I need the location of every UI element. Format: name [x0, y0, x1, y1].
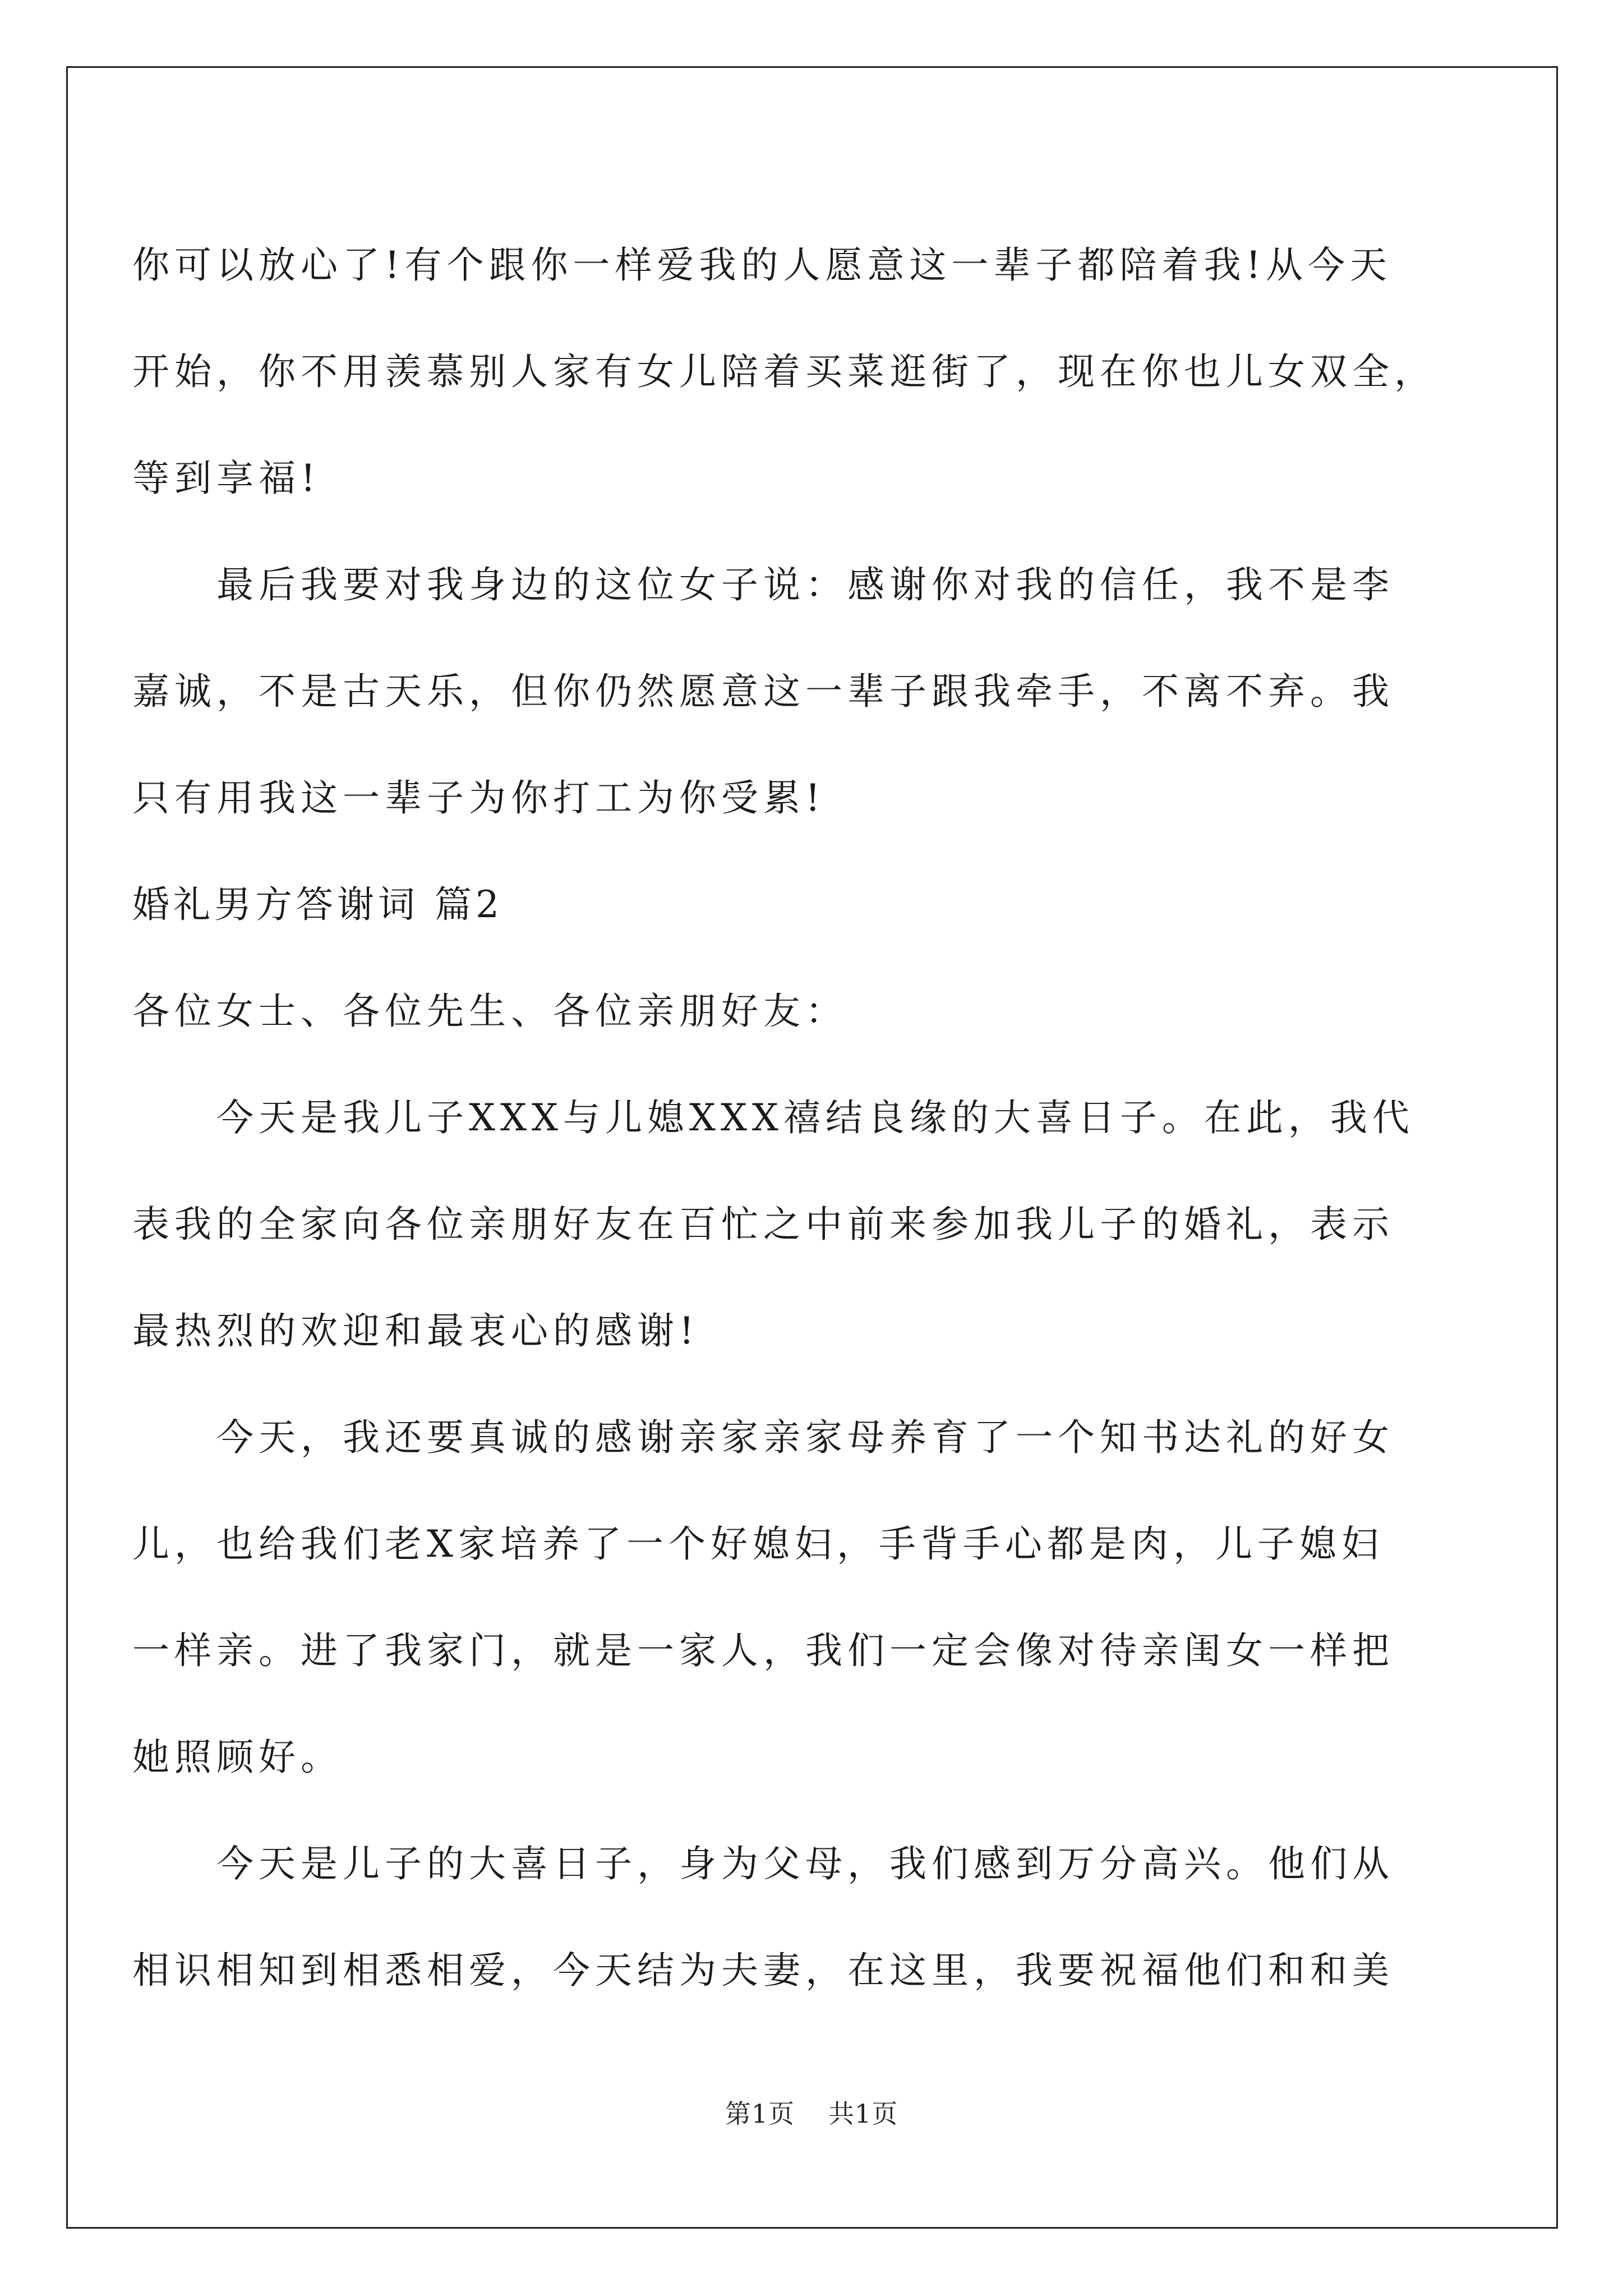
text-line: 她照顾好。	[132, 1736, 343, 1779]
text-line: 嘉诚，不是古天乐，但你仍然愿意这一辈子跟我牵手，不离不弃。我	[132, 670, 1394, 713]
paragraph-start-line: 今天是儿子的大喜日子，身为父母，我们感到万分高兴。他们从	[216, 1842, 1394, 1885]
page-number: 第1页	[725, 2099, 795, 2129]
text-line: 一样亲。进了我家门，就是一家人，我们一定会像对待亲闺女一样把	[132, 1629, 1394, 1672]
text-line: 开始，你不用羡慕别人家有女儿陪着买菜逛街了，现在你也儿女双全，	[132, 350, 1436, 393]
salutation-line: 各位女士、各位先生、各位亲朋好友：	[132, 990, 847, 1033]
page-footer	[0, 2093, 1623, 2131]
text-line: 儿，也给我们老X家培养了一个好媳妇，手背手心都是肉，儿子媳妇	[132, 1522, 1384, 1566]
document-body	[132, 212, 1484, 2024]
text-line: 你可以放心了!有个跟你一样爱我的人愿意这一辈子都陪着我!从今天	[132, 243, 1393, 287]
text-line: 等到享福!	[132, 457, 321, 500]
section-heading: 婚礼男方答谢词 篇2	[132, 883, 503, 926]
text-line: 表我的全家向各位亲朋好友在百忙之中前来参加我儿子的婚礼，表示	[132, 1203, 1394, 1246]
text-line: 相识相知到相悉相爱，今天结为夫妻，在这里，我要祝福他们和和美	[132, 1949, 1394, 1992]
paragraph-start-line: 今天，我还要真诚的感谢亲家亲家母养育了一个知书达礼的好女	[216, 1416, 1394, 1459]
paragraph-start-line: 最后我要对我身边的这位女子说：感谢你对我的信任，我不是李	[216, 563, 1394, 606]
text-line: 只有用我这一辈子为你打工为你受累!	[132, 776, 826, 820]
paragraph-start-line: 今天是我儿子XXX与儿媳XXX禧结良缘的大喜日子。在此，我代	[216, 1096, 1414, 1139]
text-line: 最热烈的欢迎和最衷心的感谢!	[132, 1309, 699, 1352]
page-total: 共1页	[828, 2099, 898, 2129]
